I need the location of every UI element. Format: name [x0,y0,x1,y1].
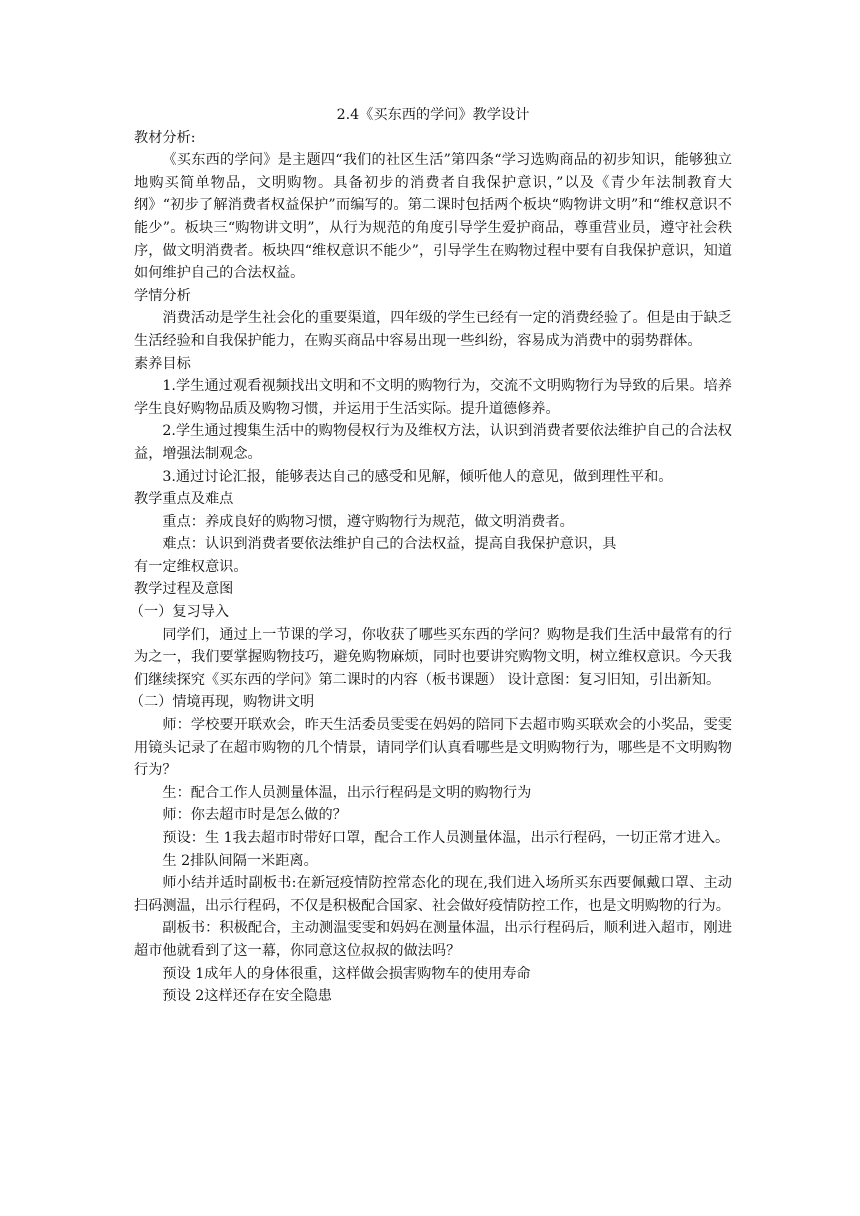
document-title: 2.4《买东西的学问》教学设计 [336,107,530,123]
process-subheading-scenario: （二）情境再现，购物讲文明 [129,694,315,711]
paragraph: 《买东西的学问》是主题四“我们的社区生活”第四条“学习选购商品的初步知识，能够独立地购买简单物品，文明购物。具备初步的消费者自我保护意识，”以及《青少年法制教育大纲》“初步了解消费者权益保护”而编写的。第二课时包括两个板块“购物讲文明”和“维权意识不能少”。板块三“购物讲文明”，从行为规范的角度引导学生爱护商品，尊重营业员，遵守社会秩序，做文明消费者。板块四“维权意识不能少”，引导学生在购物过程中要有自我保护意识，知道如何维护自己的合法权益。 [134,152,732,282]
paragraph: 生：配合工作人员测量体温，出示行程码是文明的购物行为 [162,784,532,801]
goal-item: 3.通过讨论汇报，能够表达自己的感受和见解，倾听他人的意见，做到理性平和。 [162,468,673,485]
paragraph: 预设：生 1我去超市时带好口罩，配合工作人员测量体温，出示行程码，一切正常才进入。 [162,830,730,846]
key-point: 重点：养成良好的购物习惯，遵守购物行为规范，做文明消费者。 [162,513,574,530]
paragraph: 生 2排队间隔一米距离。 [162,852,318,869]
document-page [129,104,732,1008]
section-heading-student-analysis: 学情分析 [134,287,191,304]
section-heading-textbook-analysis: 教材分析: [134,129,196,146]
section-heading-goals: 素养目标 [134,355,191,372]
process-subheading-review: （一）复习导入 [129,604,230,621]
difficult-point: 难点：认识到消费者要依法维护自己的合法权益，提高自我保护意识，具 [162,536,617,553]
difficult-point-continuation: 有一定维权意识。 [134,558,248,575]
paragraph: 预设 2这样还存在安全隐患 [162,988,332,1005]
paragraph: 副板书：积极配合，主动测温雯雯和妈妈在测量体温，出示行程码后，顺利进入超市，刚进超市他就看到了这一幕，你同意这位叔叔的做法吗？ [134,920,732,959]
paragraph: 同学们，通过上一节课的学习，你收获了哪些买东西的学问？购物是我们生活中最常有的行为之一，我们要掌握购物技巧，避免购物麻烦，同时也要讲究购物文明，树立维权意识。今天我们继续探究《买东西的学问》第二课时的内容（板书课题） 设计意图：复习旧知，引出新知。 [134,626,732,688]
paragraph: 师小结并适时副板书:在新冠疫情防控常态化的现在,我们进入场所买东西要佩戴口罩、主动扫码测温，出示行程码，不仅是积极配合国家、社会做好疫情防控工作，也是文明购物的行为。 [134,875,732,914]
paragraph: 消费活动是学生社会化的重要渠道，四年级的学生已经有一定的消费经验了。但是由于缺乏生活经验和自我保护能力，在购买商品中容易出现一些纠纷，容易成为消费中的弱势群体。 [134,310,732,349]
paragraph: 预设 1成年人的身体很重，这样做会损害购物车的使用寿命 [162,965,531,982]
section-heading-key-points: 教学重点及难点 [134,491,234,508]
goal-item: 2.学生通过搜集生活中的购物侵权行为及维权方法，认识到消费者要依法维护自己的合法权益，增强法制观念。 [134,423,732,462]
paragraph: 师：你去超市时是怎么做的？ [162,807,347,824]
paragraph: 师：学校要开联欢会，昨天生活委员雯雯在妈妈的陪同下去超市购买联欢会的小奖品，雯雯用镜头记录了在超市购物的几个情景，请同学们认真看哪些是文明购物行为，哪些是不文明购物行为？ [134,717,732,779]
goal-item: 1.学生通过观看视频找出文明和不文明的购物行为，交流不文明购物行为导致的后果。培养学生良好购物品质及购物习惯，并运用于生活实际。提升道德修养。 [134,378,732,417]
section-heading-process: 教学过程及意图 [134,581,234,598]
